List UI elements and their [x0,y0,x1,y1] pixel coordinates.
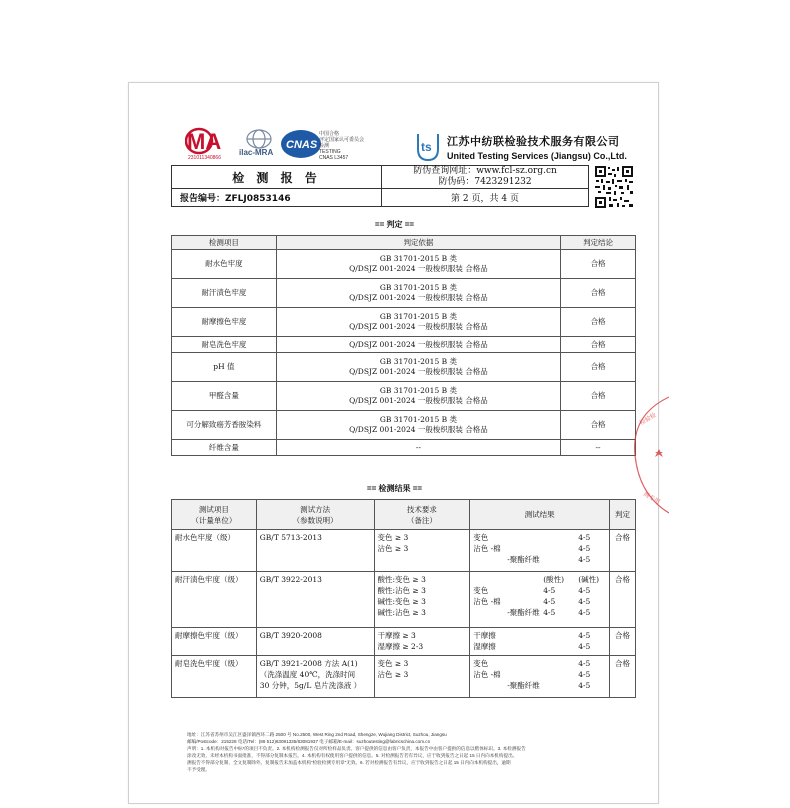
report-page [128,82,662,804]
result-method: GB/T 3922-2013 [259,575,322,584]
result-method: GB/T 3920-2008 [259,631,322,640]
row-result: 合格 [561,250,636,279]
cnas-text [319,131,364,161]
cnas-text-5: CNAS L3457 [319,155,349,161]
row-basis-1: GB 31701-2015 B 类 [379,415,458,424]
ilac-label: ilac-MRA [239,148,274,157]
row-basis-2: Q/DSJZ 001-2024 一般梭织服装 合格品 [349,367,488,376]
result-val-a: 4-5 [543,597,556,606]
svg-text:测专用: 测专用 [642,490,662,506]
col-req-1: 技术要求 [406,504,437,514]
result-req: 干摩擦 ≥ 3 [377,631,416,640]
result-req: 碱性:沾色 ≥ 3 [377,608,426,617]
result-req: 湿摩擦 ≥ 2-3 [377,642,424,651]
cnas-text-3: 检测 [319,143,330,149]
result-values [470,530,610,572]
col-item-1: 测试项目 [198,504,229,514]
result-label: 沾色 -棉 [473,544,501,553]
row-item: 耐摩擦色牢度 [172,308,277,337]
row-item: pH 值 [172,353,277,382]
page-info: 第 2 页，共 4 页 [382,189,589,207]
col-item-2: （计量单位） [191,515,237,525]
row-result: 合格 [561,279,636,308]
result-label: 变色 [473,533,489,542]
result-val-b: (碱性) [578,575,600,584]
result-label: 变色 [473,586,489,595]
result-req: 变色 ≥ 3 [377,659,409,668]
result-req: 变色 ≥ 3 [377,533,409,542]
result-val-b: 4-5 [578,555,591,564]
row-result: 合格 [561,337,636,353]
result-judge: 合格 [610,530,636,572]
row-item: 可分解致癌芳香胺染料 [172,411,277,440]
result-req: 沾色 ≥ 3 [377,544,409,553]
result-label: 沾色 -棉 [473,597,501,606]
results-row [172,530,636,572]
company-name-cn: 江苏中纺联检验技术服务有限公司 [447,135,620,148]
result-label: 变色 [473,659,489,668]
result-label: -聚酯纤维 [507,555,540,564]
row-basis-1: -- [415,442,421,452]
row-item: 耐水色牢度 [172,250,277,279]
svg-text:检验检: 检验检 [638,411,658,427]
judgement-row [172,250,636,279]
result-judge: 合格 [610,628,636,656]
row-basis-2: Q/DSJZ 001-2024 一般梭织服装 合格品 [349,396,488,405]
result-val-b: 4-5 [578,642,591,651]
footer-statement-3: 测报告不得部分复制，全文复制除外。复制报告未加盖本机构“检验检测专用章”无效。6. 若对检测报告有异议，应于收到报告之日起 15 日内向本机构提出，逾期 [187,760,511,765]
col-req-2: （备注） [406,515,437,525]
row-basis-1: GB 31701-2015 B 类 [379,254,458,263]
result-judge: 合格 [610,656,636,698]
result-val-b: 4-5 [578,544,591,553]
footer-statement-2: 涂改无效，未经本机构书面批准，不得部分复制本报告。4. 本机构有权使用客户提供的信息。5. 对检测报告若有异议，应于收到报告之日起 15 日内向本机构提出。 [187,753,518,758]
result-val-a: (酸性) [543,575,565,584]
cnas-text-2: 评定国家认可委员会 [319,137,365,143]
result-val-b: 4-5 [578,586,591,595]
judgement-row [172,279,636,308]
judgement-header-row [172,236,636,250]
result-item: 耐汗渍色牢度（级） [172,572,257,628]
svg-text:MA: MA [187,129,222,154]
results-section-title: == 检测结果 == [366,484,423,493]
row-basis-1: GB 31701-2015 B 类 [379,312,458,321]
result-req: 沾色 ≥ 3 [377,670,409,679]
result-label: 干摩擦 [473,631,496,640]
footer [187,731,607,773]
report-number: 报告编号：ZFLJ0853146 [172,189,382,207]
result-judge: 合格 [610,572,636,628]
row-basis-2: Q/DSJZ 001-2024 一般梭织服装 合格品 [349,264,488,273]
result-item: 耐摩擦色牢度（级） [172,628,257,656]
col-result: 测试结果 [470,500,610,530]
uts-logo [415,131,441,163]
row-item: 甲醛含量 [172,382,277,411]
results-header-row [172,500,636,530]
row-basis-2: Q/DSJZ 001-2024 一般梭织服装 合格品 [349,425,488,434]
company-name-en: United Testing Services (Jiangsu) Co.,Ltd. [447,151,627,161]
result-label: 沾色 -棉 [473,670,501,679]
cnas-text-4: TESTING [319,149,341,155]
col-judge: 判定 [610,500,636,530]
report-title: 检 测 报 告 [172,166,382,189]
result-val-b: 4-5 [578,533,591,542]
inspection-seal [629,395,669,515]
row-result: -- [561,440,636,456]
footer-statement-4: 不予受理。 [187,767,210,772]
result-values [470,572,610,628]
judgement-section-title: == 判定 == [374,220,415,229]
footer-statement-1: 声明：1. 本机构对报告中标*的项目不负责。2. 本机构检测报告仅对所检样品负责。客户提供的信息由客户负责，本报告中由客户提供的信息以楷体标识。3. 本检测报告 [187,746,526,751]
results-table [171,499,636,698]
result-item: 耐水色牢度（级） [172,530,257,572]
row-item: 纤维含量 [172,440,277,456]
row-basis-2: Q/DSJZ 001-2024 一般梭织服装 合格品 [349,322,488,331]
result-val-a: 4-5 [543,586,556,595]
svg-text:ts: ts [421,140,432,154]
footer-address: 地址：江苏省苏州市吴江区盛泽镇西环二路 2500 号 No.2500, West Ring 2nd Road, Shengze, Wujiang District, Suzhou, Jiangsu [187,732,447,737]
result-val-a: 4-5 [543,608,556,617]
result-val-b: 4-5 [578,597,591,606]
report-header-table [171,165,589,207]
row-result: 合格 [561,382,636,411]
judgement-row [172,308,636,337]
result-method: GB/T 3921-2008 方法 A(1) [259,659,358,668]
row-result: 合格 [561,308,636,337]
row-basis-1: Q/DSJZ 001-2024 一般梭织服装 合格品 [349,339,488,349]
row-result: 合格 [561,353,636,382]
result-method: 30 分钟，5g/L 皂片洗涤液 ） [259,681,362,690]
judgement-row [172,382,636,411]
result-values [470,628,610,656]
row-item: 耐汗渍色牢度 [172,279,277,308]
antifake-site: 防伪查询网址：www.fcl-sz.org.cn [413,166,557,176]
col-method-2: （参数说明） [292,515,338,525]
judgement-row [172,411,636,440]
cnas-text-1: 中国合格 [319,131,340,137]
result-val-b: 4-5 [578,681,591,690]
result-label: -聚酯纤维 [507,681,540,690]
result-req: 酸性:变色 ≥ 3 [377,575,426,584]
result-req: 酸性:沾色 ≥ 3 [377,586,426,595]
result-label: 湿摩擦 [473,642,496,651]
row-basis-2: Q/DSJZ 001-2024 一般梭织服装 合格品 [349,293,488,302]
ilac-logo [235,127,283,159]
row-basis-1: GB 31701-2015 B 类 [379,386,458,395]
result-method: GB/T 5713-2013 [259,533,322,542]
results-row [172,656,636,698]
results-row [172,628,636,656]
result-item: 耐皂洗色牢度（级） [172,656,257,698]
row-basis-1: GB 31701-2015 B 类 [379,283,458,292]
row-result: 合格 [561,411,636,440]
row-basis-1: GB 31701-2015 B 类 [379,357,458,366]
row-item: 耐皂洗色牢度 [172,337,277,353]
col-method-1: 测试方法 [300,504,331,514]
result-val-b: 4-5 [578,670,591,679]
judgement-row [172,440,636,456]
footer-contact: 邮编/Postcode：215228 电话/Tel：(86 512)63081335/63081937 电子邮箱/E-mail：suzhoutesting@fabricschina.com.cn [187,739,431,744]
result-label: -聚酯纤维 [507,608,540,617]
qr-code [594,165,634,209]
results-row [172,572,636,628]
cma-logo [185,127,231,161]
result-val-b: 4-5 [578,659,591,668]
col-conclusion: 判定结论 [561,236,636,250]
result-req: 碱性:变色 ≥ 3 [377,597,426,606]
result-values [470,656,610,698]
antifake-code: 防伪码：7423291232 [438,177,532,187]
col-test-item: 检测项目 [172,236,277,250]
judgement-table [171,235,636,456]
antifake-cell [382,166,589,189]
result-val-b: 4-5 [578,631,591,640]
cma-code: 231011340866 [188,155,221,161]
cnas-label: CNAS [286,139,318,151]
judgement-row [172,353,636,382]
result-val-b: 4-5 [578,608,591,617]
col-basis: 判定依据 [276,236,560,250]
result-method: （洗涤温度 40℃，洗涤时间 [259,670,356,679]
judgement-row [172,337,636,353]
